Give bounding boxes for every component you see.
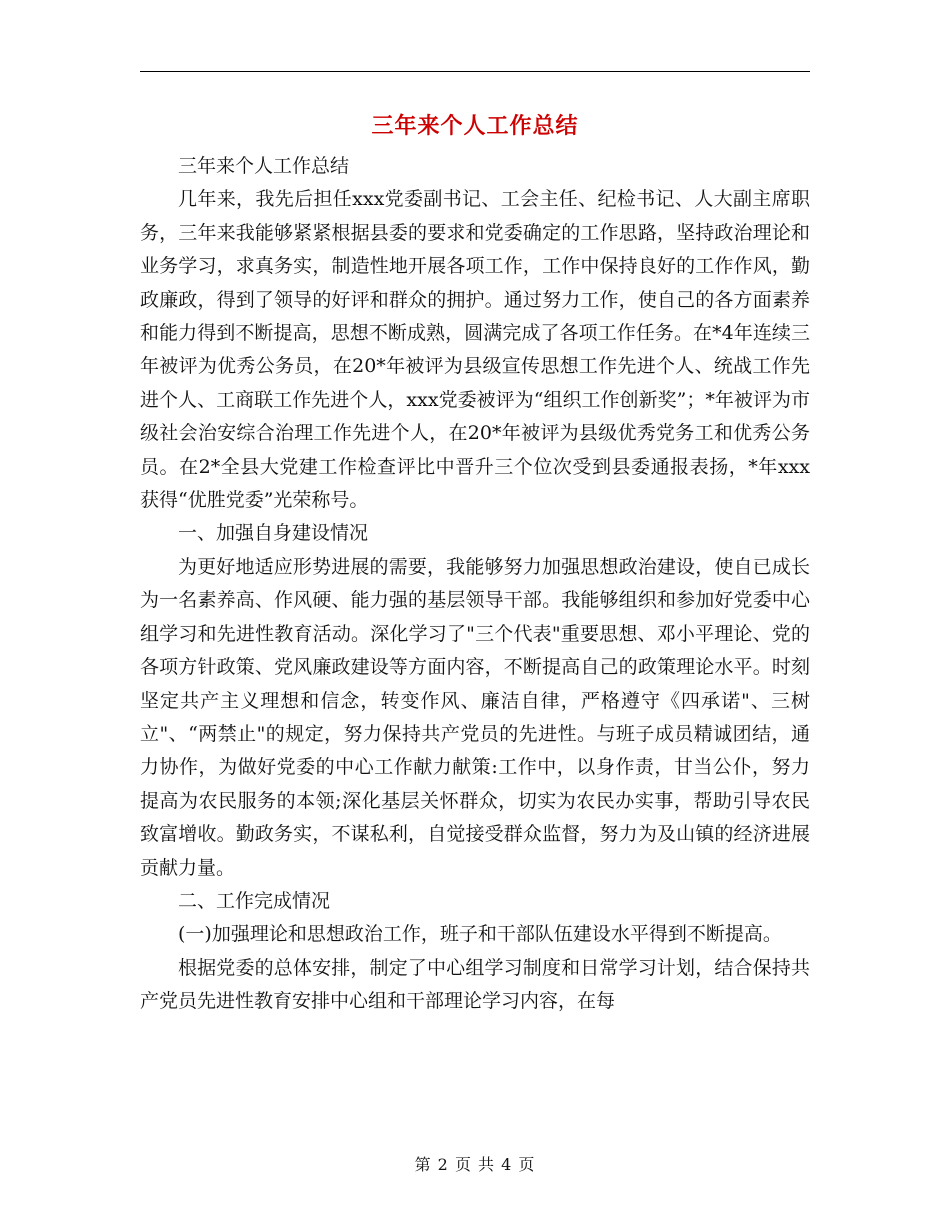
paragraph-subtitle: 三年来个人工作总结 [178, 155, 350, 177]
section-heading-self-building: 一、加强自身建设情况 [178, 522, 369, 545]
header-rule [140, 71, 810, 72]
section-heading-work-completion: 二、工作完成情况 [178, 889, 331, 912]
subsection-heading-theory: (一)加强理论和思想政治工作，班子和干部队伍建设水平得到不断提高。 [178, 923, 782, 946]
document-body [140, 150, 810, 1019]
paragraph-self-building: 为更好地适应形势进展的需要，我能够努力加强思想政治建设，使自已成长为一名素养高、作风硬、能力强的基层领导干部。我能够组织和参加好党委中心组学习和先进性教育活动。深化学习了"三个代表"重要思想、邓小平理论、党的各项方针政策、党风廉政建设等方面内容，不断提高自己的政策理论水平。时刻坚定共产主义理想和信念，转变作风、廉洁自律，严格遵守《四承诺"、三树立"、“两禁止"的规定，努力保持共产党员的先进性。与班子成员精诚团结，通力协作，为做好党委的中心工作献力献策:工作中，以身作责，甘当公仆，努力提高为农民服务的本领;深化基层关怀群众，切实为农民办实事，帮助引导农民致富增收。勤政务实，不谋私利，自觉接受群众监督，努力为及山镇的经济进展贡献力量。 [140, 555, 810, 879]
paragraph-introduction: 几年来，我先后担任xxx党委副书记、工会主任、纪检书记、人大副主席职务，三年来我能够紧紧根据县委的要求和党委确定的工作思路，坚持政治理论和业务学习，求真务实，制造性地开展各项工作，工作中保持良好的工作作风，勤政廉政，得到了领导的好评和群众的拥护。通过努力工作，使自己的各方面素养和能力得到不断提高，思想不断成熟，圆满完成了各项工作任务。在*4年连续三年被评为优秀公务员，在20*年被评为县级宣传思想工作先进个人、统战工作先进个人、工商联工作先进个人，xxx党委被评为“组织工作创新奖”；*年被评为市级社会治安综合治理工作先进个人，在20*年被评为县级优秀党务工和优秀公务员。在2*全县大党建工作检查评比中晋升三个位次受到县委通报表扬，*年xxx获得“优胜党委”光荣称号。 [140, 188, 810, 512]
paragraph-study-plan: 根据党委的总体安排，制定了中心组学习制度和日常学习计划，结合保持共产党员先进性教育安排中心组和干部理论学习内容，在每 [140, 956, 810, 1013]
document-title: 三年来个人工作总结 [371, 113, 579, 139]
page-number: 第 2 页 共 4 页 [414, 1155, 536, 1174]
